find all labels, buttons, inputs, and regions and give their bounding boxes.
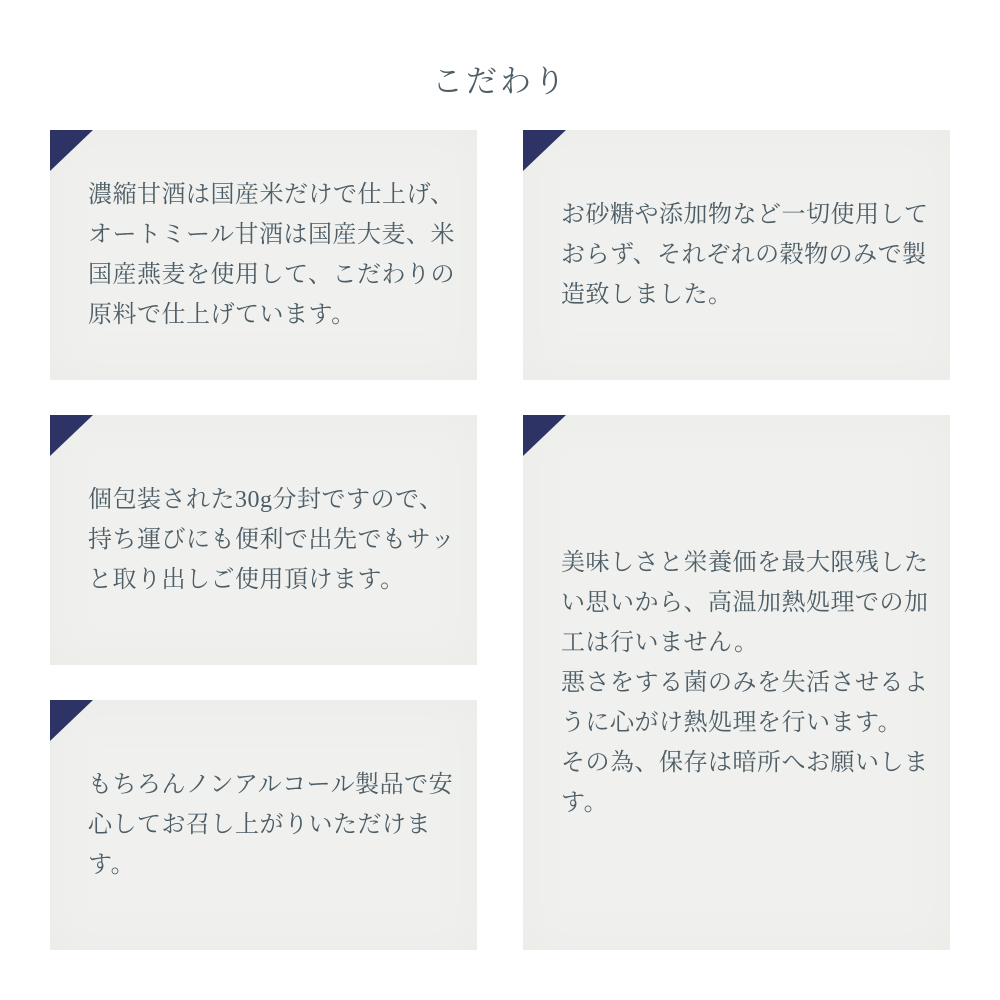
card-text: もちろんノンアルコール製品で安心してお召し上がりいただけます。 — [88, 772, 454, 878]
commitment-card-non-alcohol — [50, 700, 477, 950]
card-text: 個包装された30g分封ですので、持ち運びにも便利で出先でもサッと取り出しご使用頂けます。 — [88, 487, 456, 593]
card-text — [523, 543, 950, 823]
commitment-card-heat-processing — [523, 415, 950, 950]
card-paragraph: その為、保存は暗所へお願いします。 — [561, 749, 929, 816]
corner-triangle-icon — [523, 415, 566, 456]
card-text: お砂糖や添加物など一切使用しておらず、それぞれの穀物のみで製造致しました。 — [561, 202, 929, 308]
corner-triangle-icon — [50, 700, 93, 741]
card-paragraph: 悪さをする菌のみを失活させるように心がけ熱処理を行います。 — [561, 669, 929, 736]
commitment-card-ingredients — [50, 130, 477, 380]
section-title: こだわり — [432, 64, 568, 99]
corner-triangle-icon — [50, 415, 93, 456]
card-text: 濃縮甘酒は国産米だけで仕上げ、オートミール甘酒は国産大麦、米国産燕麦を使用して、こだわりの原料で仕上げています。 — [88, 182, 456, 328]
commitment-card-packaging — [50, 415, 477, 665]
corner-triangle-icon — [50, 130, 93, 171]
card-paragraph: 美味しさと栄養価を最大限残したい思いから、高温加熱処理での加工は行いません。 — [561, 549, 929, 656]
corner-triangle-icon — [523, 130, 566, 171]
commitment-card-no-additives — [523, 130, 950, 380]
